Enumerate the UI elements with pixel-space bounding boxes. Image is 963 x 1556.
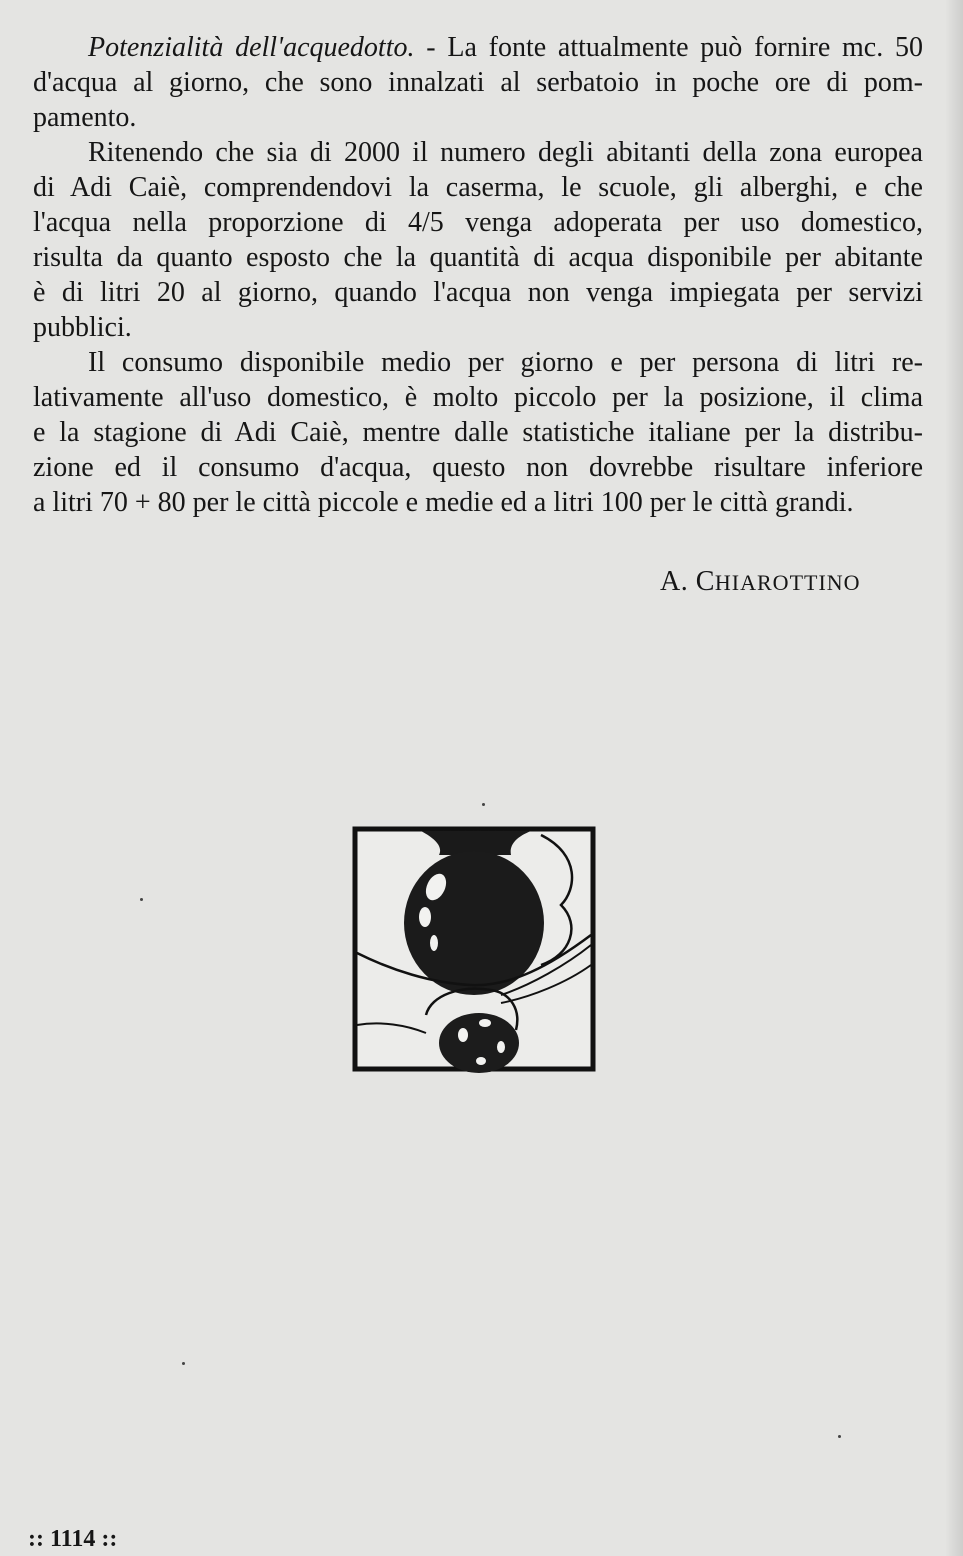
small-vase-highlight-1 — [458, 1028, 468, 1042]
paragraph-1-line-3: pamento. — [33, 102, 137, 133]
paragraph-2-line-1: Ritenendo che sia di 2000 il numero degli abitanti della zona europea — [88, 137, 923, 168]
author-surname: HIAROTTINO — [714, 570, 861, 595]
paper-speck — [182, 1362, 185, 1365]
paper-speck — [482, 803, 485, 806]
paragraph-2-line-5: è di litri 20 al giorno, quando l'acqua non venga impiegata per servizi — [33, 277, 923, 308]
paragraph-3-line-4: zione ed il consumo d'acqua, questo non dovrebbe risultare inferiore — [33, 452, 923, 483]
paragraph-1-line-1 — [33, 30, 923, 65]
vase-highlight-3 — [430, 935, 438, 951]
paragraph-3-line-3: e la stagione di Adi Caiè, mentre dalle statistiche italiane per la distribu- — [33, 417, 923, 448]
section-heading: Potenzialità dell'acquedotto. — [88, 32, 415, 63]
paper-speck — [838, 1435, 841, 1438]
woodcut-vignette-illustration — [351, 825, 597, 1073]
paragraph-3-line-5: a litri 70 + 80 per le città piccole e medie ed a litri 100 per le città grandi. — [33, 487, 854, 518]
small-vase-highlight-2 — [479, 1019, 491, 1027]
small-vase-highlight-3 — [497, 1041, 505, 1053]
vase-highlight-2 — [419, 907, 431, 927]
body-text — [33, 30, 923, 520]
page-number: :: 1114 :: — [28, 1526, 118, 1552]
paragraph-2-line-2: di Adi Caiè, comprendendovi la caserma, le scuole, gli alberghi, e che — [33, 172, 923, 203]
paragraph-2-line-4: risulta da quanto esposto che la quantità di acqua disponibile per abitante — [33, 242, 923, 273]
paragraph-3-line-2: lativamente all'uso domestico, è molto piccolo per la posizione, il clima — [33, 382, 923, 413]
author-initial: A. C — [660, 566, 715, 597]
page-edge-shadow — [945, 0, 963, 1556]
paragraph-1-line-1-text: - La fonte attualmente può fornire mc. 50 — [426, 32, 923, 63]
paragraph-1-line-2: d'acqua al giorno, che sono innalzati al serbatoio in poche ore di pom- — [33, 67, 923, 98]
small-vase-highlight-4 — [476, 1057, 486, 1065]
author-signature — [660, 564, 861, 600]
paragraph-2-line-6: pubblici. — [33, 312, 132, 343]
paper-speck — [140, 898, 143, 901]
paragraph-3-line-1: Il consumo disponibile medio per giorno e per persona di litri re- — [88, 347, 923, 378]
paragraph-2-line-3: l'acqua nella proporzione di 4/5 venga adoperata per uso domestico, — [33, 207, 923, 238]
